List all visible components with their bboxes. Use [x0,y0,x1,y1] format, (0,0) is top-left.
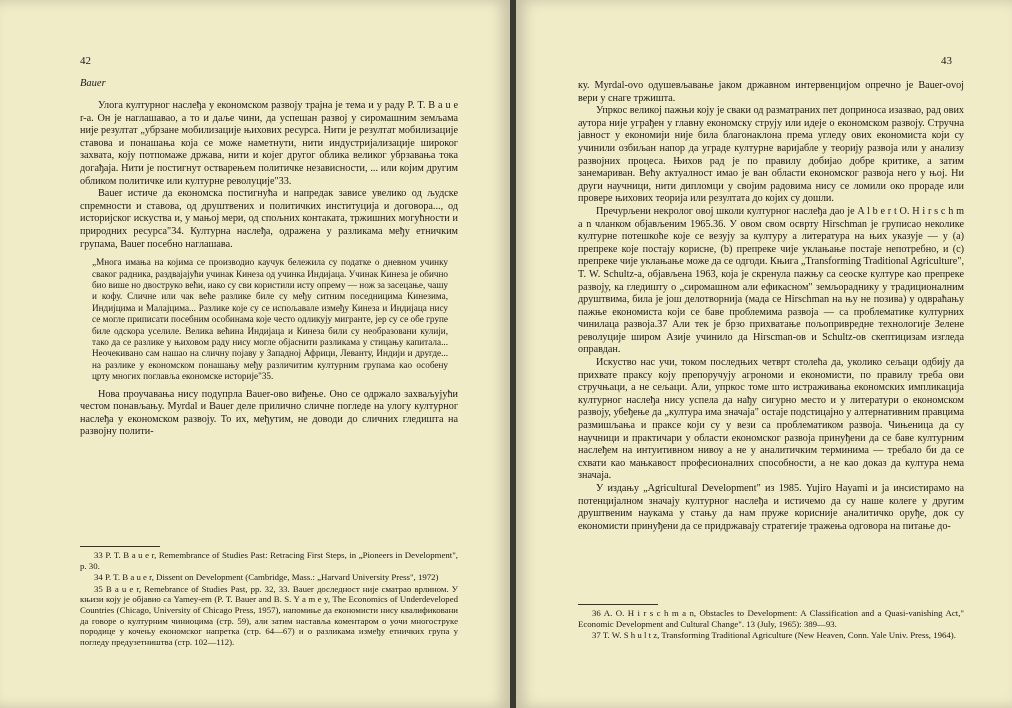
paragraph: Улога културног наслеђа у економском развоју трајна је тема и у раду P. T. B a u e r-a. Он је наглашавао, а то и даље чини, да успешан развој у сиромашним земљама није резултат „убрзане мобилизације њихових ресурса. Нити је резултат мобилизације ставова и понашања која се може наметнути, нити индустријализације широког захвата, коју потпомаже држава, нити и којег другог облика великог убрзавања тока догађаја. Нити је постигнут остварењем политичке независности, ... или којим другим обликом политичке или културне револуције"33. [80,100,458,187]
running-head: Bauer [80,78,106,89]
footnote: 34 P. T. B a u e r, Dissent on Development (Cambridge, Mass.: „Harvard University Press", 1972) [94,572,439,583]
paragraph: Упркос великој пажњи коју је сваки од разматраних пет доприноса изазвао, рад ових аутора није уграђен у главну економску струју или идеје о економском развоју. Стручна јавност у економији није била благонаклона према угледу ових економиста који су учинили озбиљан напор да уграде културне варијабле у теорију развоја или у анализу развојних процеса. Њихов рад је по правилу добијао добре критике, а затим занемариван. Већу актуалност имао је ван области економског развоја него у њој. Ни други научници, нити дипломци у својим радовима нису се ломили око прораде или провере њихових теорија или резултата до којих су дошли. [578,105,964,205]
paragraph: У издању „Agricultural Development" из 1985. Yujiro Hayami и ја инсистирамо на потенцијалном значају културног наслеђа и истичемо да су наше колеге у другим друштвеним наукама у стању да нам пруже корисније аналитичко оруђе, док су економисти принуђени да се придржавају стратегије тражења одговора на питање до- [578,483,964,532]
paragraph: Искуство нас учи, током последњих четврт столећа да, уколико сељаци одбију да прихвате праксу коју препоручују агрономи и економисти, по правилу треба ови стручњаци, а не сељаци. Али, упркос томе што истраживања економских импликација културног наслеђа нису успела да нађу сигурно место и у литератури о економском развоју, убеђење да „култура има значаја" остаје подстицајно у алтернативним правцима размишљања и праксе који су у вези са проблематиком развоја. Чињеница да су научници и практичари у области економског развоја принуђени да се баве културним наслеђем на интуитивном нивоу а не у аналитичким терминима — требало би да се схвати као мањкавост професионалних способности, а не као доказ да култура нема значаја. [578,357,964,482]
paragraph: ку. Myrdal-ovo одушевљавање јаком државном интервенцијом опречно је Bauer-ovoj вери у снаге тржишта. [578,80,964,104]
block-quote: „Многа имања на којима се производио каучук бележила су податке о дневном учинку сваког радника, раздвајајући учинак Кинеза од учинка Индијаца. Учинак Кинеза је обично био више но двоструко већи, иако су сви користили исту опрему — нож за засецање, чашу и кофу. Сличне или чак веће разлике биле су међу ситним поседницима Кинезима, Индијцима и Малајцима... Разлике које су се испољавале између Кинеза и Индијаца нису се могле приписати посебним особинама које често одликују мигранте, јер су се обе групе биле одскора уселиле. Велика већина Индијаца и Кинеза били су необразовани кулији, тако да се разлике у њиховом раду нису могле објаснити разликама у стицању капитала... Неочекивано сам нашао на сличну појаву у Западној Африци, Леванту, Индији и другде... на разлике у економском понашању међу различитим културним групама као особену црту многих поглавља економске историје"35. [92,257,448,382]
paragraph: Нова проучавања нису подупрла Bauer-ово виђење. Оно се одржало захваљујући честом понављању. Myrdal и Bauer деле прилично сличне погледе на улогу културног наслеђа у економском развоју. То их, међутим, не доводи до сличних гледишта на развојну полити- [80,388,458,438]
footnote: 35 B a u e r, Remebrance of Studies Past, pp. 32, 33. Bauer доследност није сматрао врлином. У књизи коју је објавио са Yamey-em (P. T. Bauer and B. S. Y a m e y, The Economics of Underdeveloped Countries (Chicago, University of Chicago Press, 1957), напомиње да економисти нису квалификовани да говоре о културним чиниоцима (стр. 59), али затим наставља коментаром о уочи многоструке породице у кочењу економског напретка (стр. 64—67) и о разликама између етничких група у погледу предузетништва (стр. 102—112). [80,583,458,647]
left-body-text [80,100,458,439]
paragraph: Пречурљени некролог овој школи културног наслеђа дао је A l b e r t O. H i r s c h m a n чланком објављеним 1965.36. У овом свом осврту Hirschman је груписао неколике културне потешкоће које се везују за културу а литература на њих указује — у (a) препреке које постају корисне, (b) препреке чије уклањање постаје непотребно, и (c) препреке чије уклањање може да се одгоди. Књига „Transforming Traditional Agriculture", T. W. Schultz-a, објављена 1963, која је скренула пажњу са сеоске културе као препреке развоју, ка гледишту о „сиромашном али ефикасном" земљораднику у традиционалним друштвима, била је још делотворнија (мада се Hirschman на њу не позива) у одвраћању пажње економиста који се баве проблемима развоја — са проблематике културних чинилаца развоја.37 Али тек је брзо прихватање пољопривредне технологије Зелене револуције широм Азије учинило да Hirscman-ов и Schultz-ов скептицизам изгледа оправдан. [578,205,964,356]
footnote-rule [578,604,658,605]
footnotes [578,604,964,642]
footnote: 33 P. T. B a u e r, Remembrance of Studies Past: Retracing First Steps, in „Pioneers in Development", p. 30. [80,550,458,571]
footnote-rule [80,546,160,547]
right-page [516,0,1012,708]
page-number: 43 [941,55,952,67]
right-body-text [578,80,964,533]
page-number: 42 [80,55,91,67]
footnote: 37 T. W. S h u l t z, Transforming Traditional Agriculture (New Heaven, Conn. Yale Univ. Press, 1964). [592,630,956,641]
footnotes [80,546,458,648]
footnote: 36 A. O. H i r s c h m a n, Obstacles to Development: A Classification and a Quasi-vanishing Act," Economic Development and Cultural Change". 13 (July, 1965): 389—93. [578,608,964,629]
paragraph: Bauer истиче да економска постигнућа и напредак зависе увелико од људске спремности и ставова, од друштвених и политичких институција и договора..., од историјског искуства и, у мањој мери, од спољних контаката, тржишних могућности и природних ресурса"34. Културна наслеђа, одражена у разликама међу етничким групама, Bauer посебно наглашава. [80,188,458,250]
